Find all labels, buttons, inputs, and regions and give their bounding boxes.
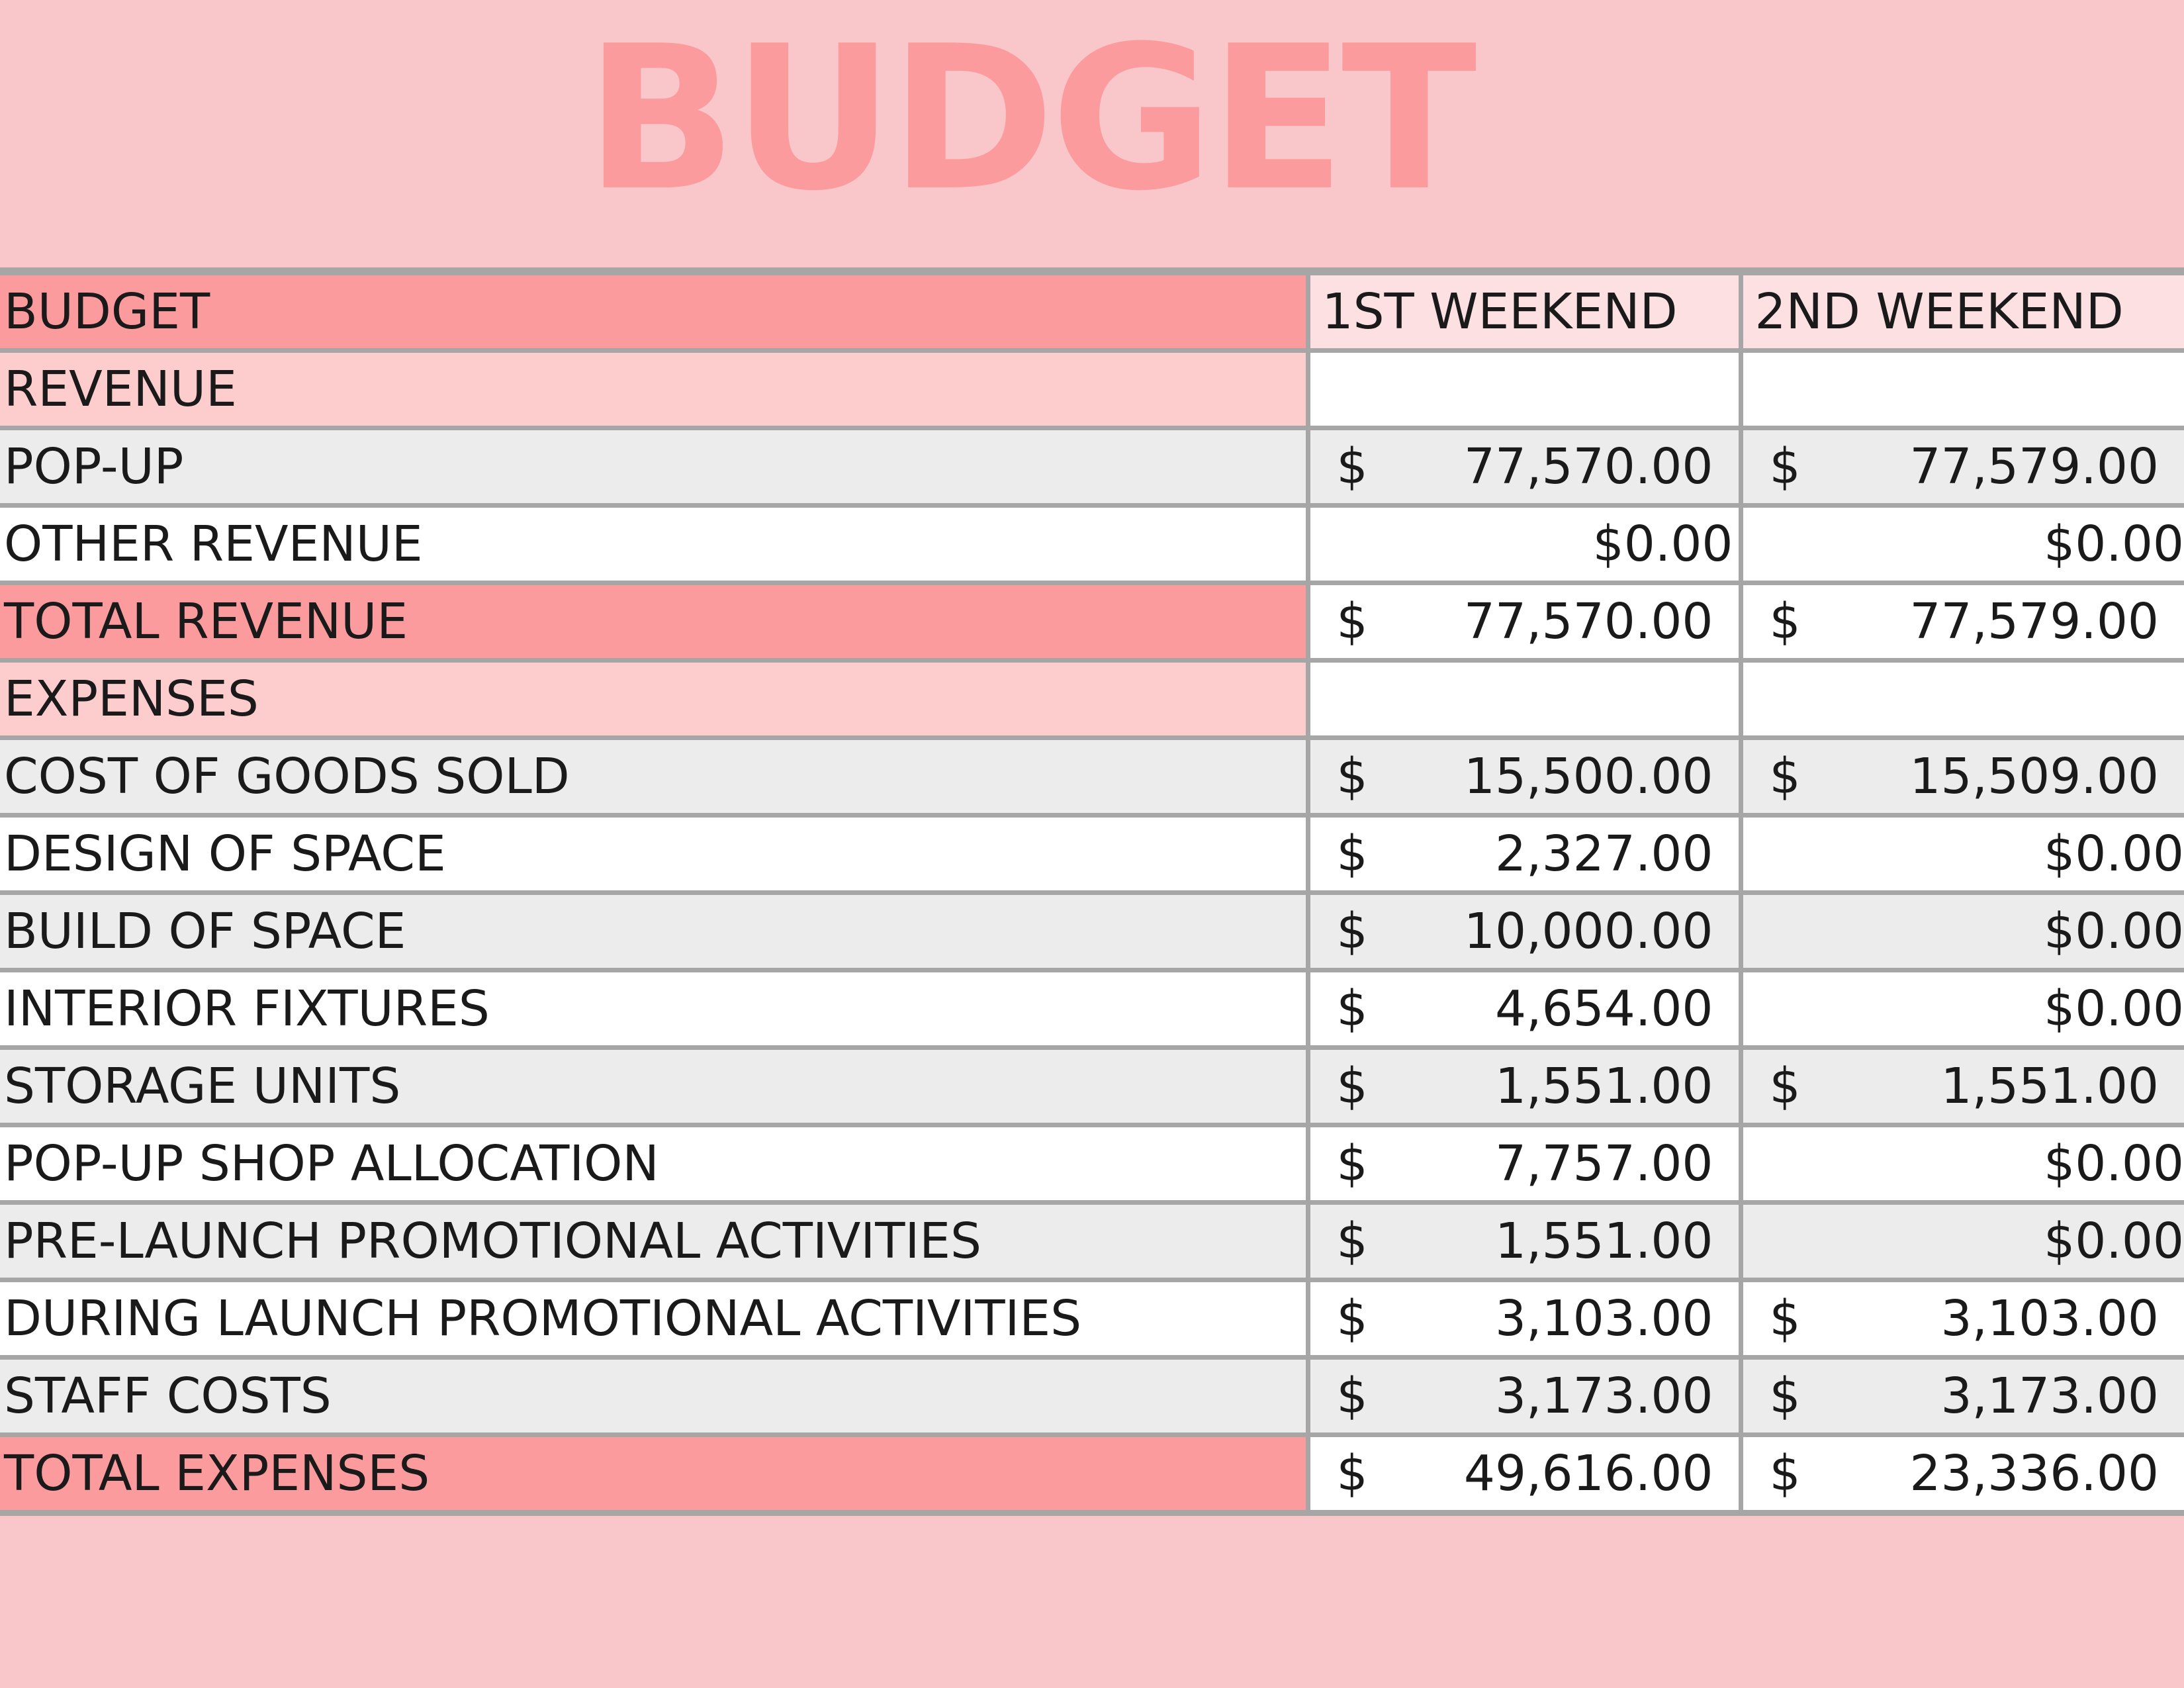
amount: 1,551.00 (1494, 1213, 1713, 1270)
currency-symbol: $ (1336, 825, 1368, 882)
amount: 23,336.00 (1909, 1445, 2159, 1502)
page-title-container (0, 3, 2184, 234)
section-label-revenue: REVENUE (0, 351, 1308, 428)
amount: 2,327.00 (1494, 825, 1713, 882)
amount: 3,103.00 (1940, 1290, 2159, 1347)
table-row (0, 1203, 2184, 1280)
currency-symbol: $ (1769, 748, 1801, 805)
amount: 1,551.00 (1494, 1058, 1713, 1115)
table-row (0, 1048, 2184, 1125)
currency-symbol: $ (1336, 1445, 1368, 1502)
amount: 3,173.00 (1940, 1368, 2159, 1425)
row-label: TOTAL EXPENSES (0, 1435, 1308, 1513)
section-row-expenses (0, 661, 2184, 738)
value-cell-2nd-weekend (1741, 428, 2184, 506)
currency-symbol: $ (1336, 1213, 1368, 1270)
section-label-expenses: EXPENSES (0, 661, 1308, 738)
amount: 77,570.00 (1463, 593, 1713, 650)
value-cell-1st-weekend (1308, 1280, 1741, 1358)
amount: 49,616.00 (1463, 1445, 1713, 1502)
currency-symbol: $ (1336, 1058, 1368, 1115)
currency-symbol: $ (1336, 1135, 1368, 1192)
currency-symbol: $ (1336, 1290, 1368, 1347)
currency-symbol: $ (1769, 593, 1801, 650)
amount: 3,173.00 (1494, 1368, 1713, 1425)
currency-symbol: $ (1769, 438, 1801, 495)
table-row (0, 816, 2184, 893)
amount: 15,509.00 (1909, 748, 2159, 805)
section-row-revenue (0, 351, 2184, 428)
header-2nd-weekend: 2ND WEEKEND (1741, 275, 2184, 351)
table-row (0, 1280, 2184, 1358)
value-cell-1st-weekend (1308, 1048, 1741, 1125)
row-label: POP-UP (0, 428, 1308, 506)
row-label: BUILD OF SPACE (0, 893, 1308, 970)
currency-symbol: $ (1336, 748, 1368, 805)
value-cell-1st-weekend (1308, 738, 1741, 816)
row-label: INTERIOR FIXTURES (0, 970, 1308, 1048)
value-cell-2nd-weekend: $0.00 (1741, 506, 2184, 583)
value-cell-2nd-weekend (1741, 1358, 2184, 1435)
table-header-row (0, 275, 2184, 351)
total-row-expenses (0, 1435, 2184, 1513)
empty-cell (1308, 351, 1741, 428)
row-label: DURING LAUNCH PROMOTIONAL ACTIVITIES (0, 1280, 1308, 1358)
value-cell-1st-weekend (1308, 970, 1741, 1048)
amount: 77,570.00 (1463, 438, 1713, 495)
budget-sheet (0, 267, 2184, 1516)
header-1st-weekend: 1ST WEEKEND (1308, 275, 1741, 351)
total-row-revenue (0, 583, 2184, 661)
table-row (0, 738, 2184, 816)
value-cell-2nd-weekend (1741, 583, 2184, 661)
value-cell-1st-weekend (1308, 1358, 1741, 1435)
amount: 77,579.00 (1909, 438, 2159, 495)
table-row (0, 506, 2184, 583)
row-label: STORAGE UNITS (0, 1048, 1308, 1125)
currency-symbol: $ (1336, 980, 1368, 1037)
page-title: BUDGET (585, 3, 1473, 234)
currency-symbol: $ (1336, 438, 1368, 495)
amount: 77,579.00 (1909, 593, 2159, 650)
row-label: OTHER REVENUE (0, 506, 1308, 583)
value-cell-1st-weekend: $0.00 (1308, 506, 1741, 583)
currency-symbol: $ (1769, 1290, 1801, 1347)
value-cell-2nd-weekend: $0.00 (1741, 1125, 2184, 1203)
row-label: STAFF COSTS (0, 1358, 1308, 1435)
currency-symbol: $ (1336, 593, 1368, 650)
row-label: TOTAL REVENUE (0, 583, 1308, 661)
value-cell-1st-weekend (1308, 428, 1741, 506)
value-cell-1st-weekend (1308, 816, 1741, 893)
amount: 4,654.00 (1494, 980, 1713, 1037)
table-row (0, 1125, 2184, 1203)
value-cell-1st-weekend (1308, 893, 1741, 970)
value-cell-2nd-weekend: $0.00 (1741, 970, 2184, 1048)
value-cell-2nd-weekend: $0.00 (1741, 1203, 2184, 1280)
value-cell-1st-weekend (1308, 1125, 1741, 1203)
currency-symbol: $ (1769, 1058, 1801, 1115)
value-cell-1st-weekend (1308, 1435, 1741, 1513)
amount: 10,000.00 (1463, 903, 1713, 960)
value-cell-2nd-weekend (1741, 1435, 2184, 1513)
table-row (0, 428, 2184, 506)
empty-cell (1308, 661, 1741, 738)
value-cell-1st-weekend (1308, 1203, 1741, 1280)
value-cell-2nd-weekend: $0.00 (1741, 893, 2184, 970)
empty-cell (1741, 661, 2184, 738)
row-label: PRE-LAUNCH PROMOTIONAL ACTIVITIES (0, 1203, 1308, 1280)
currency-symbol: $ (1336, 903, 1368, 960)
row-label: DESIGN OF SPACE (0, 816, 1308, 893)
value-cell-2nd-weekend (1741, 738, 2184, 816)
budget-table (0, 275, 2184, 1516)
value-cell-2nd-weekend: $0.00 (1741, 816, 2184, 893)
table-row (0, 893, 2184, 970)
currency-symbol: $ (1336, 1368, 1368, 1425)
amount: 7,757.00 (1494, 1135, 1713, 1192)
row-label: POP-UP SHOP ALLOCATION (0, 1125, 1308, 1203)
amount: 15,500.00 (1463, 748, 1713, 805)
currency-symbol: $ (1769, 1368, 1801, 1425)
row-label: COST OF GOODS SOLD (0, 738, 1308, 816)
table-row (0, 970, 2184, 1048)
value-cell-2nd-weekend (1741, 1048, 2184, 1125)
value-cell-2nd-weekend (1741, 1280, 2184, 1358)
empty-cell (1741, 351, 2184, 428)
value-cell-1st-weekend (1308, 583, 1741, 661)
currency-symbol: $ (1769, 1445, 1801, 1502)
amount: 1,551.00 (1940, 1058, 2159, 1115)
header-label-cell: BUDGET (0, 275, 1308, 351)
table-row (0, 1358, 2184, 1435)
amount: 3,103.00 (1494, 1290, 1713, 1347)
